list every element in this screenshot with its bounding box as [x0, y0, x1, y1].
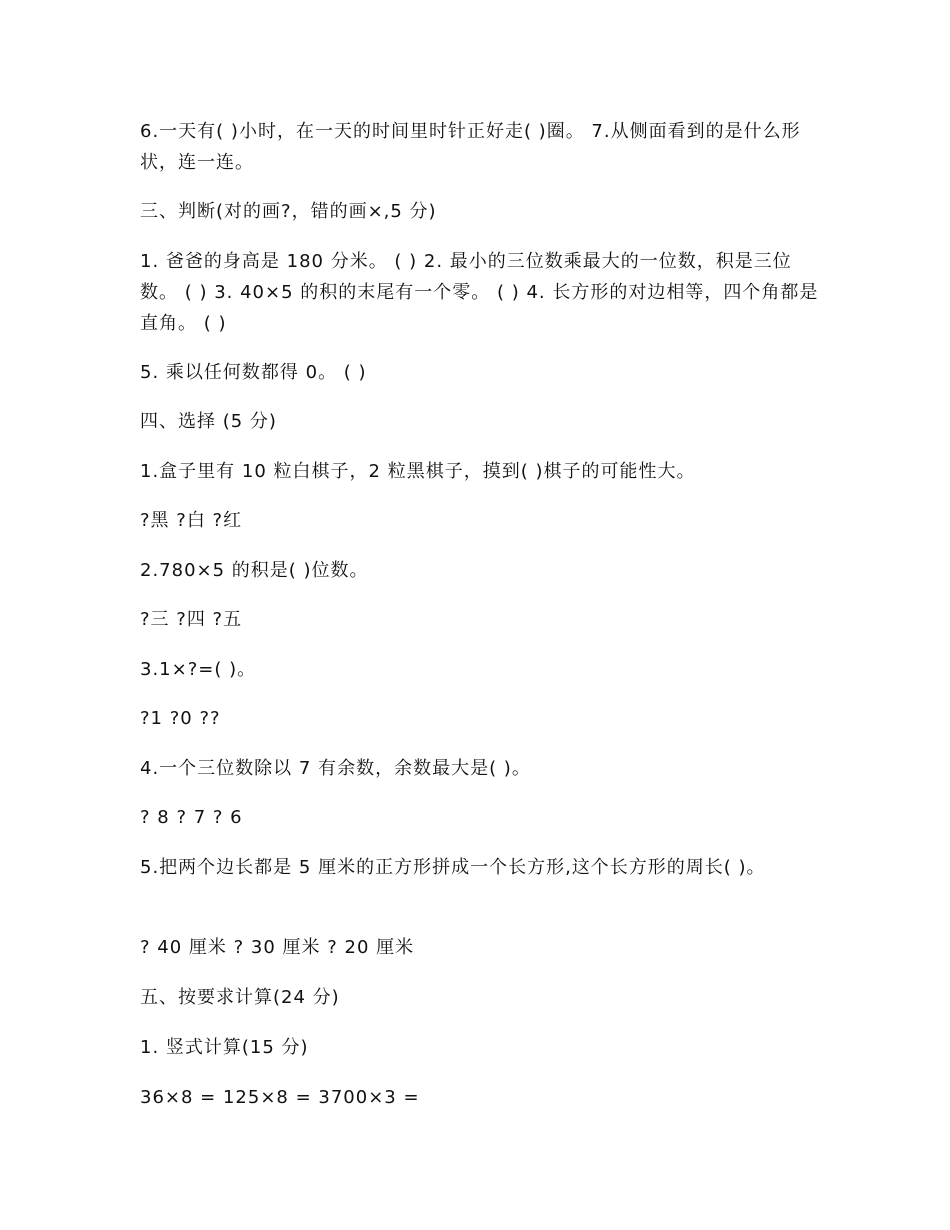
choice-question-4: 4.一个三位数除以 7 有余数，余数最大是( )。 — [140, 758, 531, 779]
judgement-question-5: 5. 乘以任何数都得 0。 ( ) — [140, 362, 367, 383]
choice-question-1-options: ?黑 ?白 ?红 — [140, 510, 243, 531]
choice-question-1: 1.盒子里有 10 粒白棋子，2 粒黑棋子，摸到( )棋子的可能性大。 — [140, 461, 696, 482]
choice-question-5-options: ? 40 厘米 ? 30 厘米 ? 20 厘米 — [140, 937, 415, 958]
section-5-heading: 五、按要求计算(24 分) — [140, 987, 340, 1008]
choice-question-4-options: ? 8 ? 7 ? 6 — [140, 807, 243, 828]
judgement-questions-1-4: 1. 爸爸的身高是 180 分米。 ( ) 2. 最小的三位数乘最大的一位数，积是三位数。 ( ) 3. 40×5 的积的末尾有一个零。 ( ) 4. 长方形的对边相等，四个角都是直角。 ( ) — [140, 251, 819, 334]
choice-question-2-options: ?三 ?四 ?五 — [140, 609, 243, 630]
choice-question-3-options: ?1 ?0 ?? — [140, 708, 221, 729]
question-6-and-7: 6.一天有( )小时，在一天的时间里时针正好走( )圈。 7.从侧面看到的是什么形状，连一连。 — [140, 121, 801, 173]
section-3-heading: 三、判断(对的画?，错的画×,5 分) — [140, 201, 437, 222]
choice-question-5: 5.把两个边长都是 5 厘米的正方形拼成一个长方形,这个长方形的周长( )。 — [140, 857, 766, 878]
section-4-heading: 四、选择 (5 分) — [140, 411, 277, 432]
choice-question-3: 3.1×?=( )。 — [140, 659, 257, 680]
calculation-problems: 36×8 = 125×8 = 3700×3 = — [140, 1087, 420, 1108]
choice-question-2: 2.780×5 的积是( )位数。 — [140, 560, 369, 581]
vertical-calculation-heading: 1. 竖式计算(15 分) — [140, 1037, 309, 1058]
